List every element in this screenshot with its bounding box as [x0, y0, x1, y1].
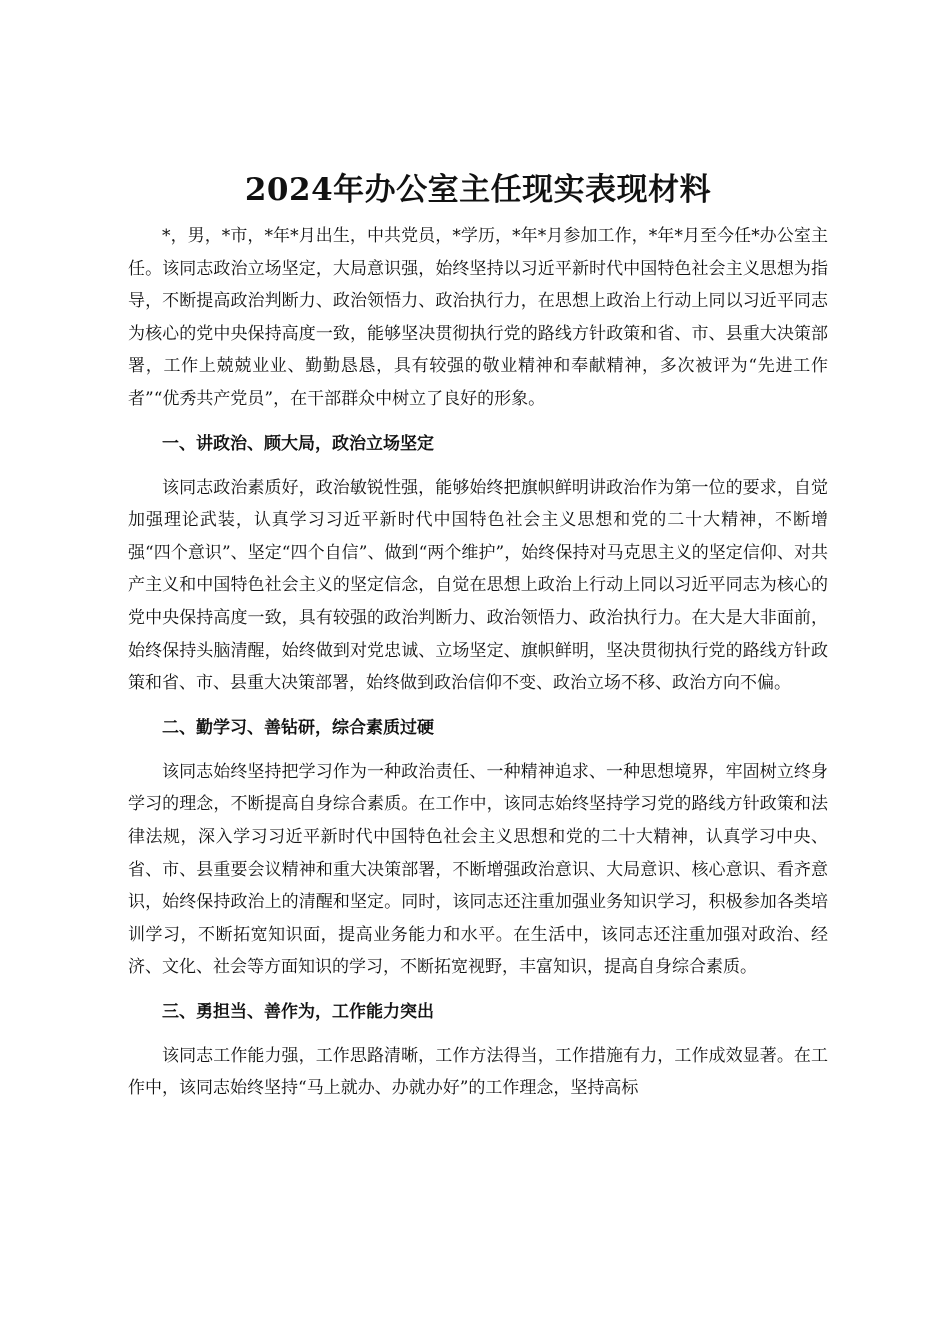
section-heading: 三、勇担当、善作为，工作能力突出: [162, 1001, 434, 1022]
section-1: [128, 428, 828, 700]
section-heading: 二、勤学习、善钻研，综合素质过硬: [162, 717, 434, 738]
section-3: [128, 996, 828, 1105]
document-title: 2024年办公室主任现实表现材料: [244, 172, 712, 208]
section-body: 该同志始终坚持把学习作为一种政治责任、一种精神追求、一种思想境界，牢固树立终身学习的理念，不断提高自身综合素质。在工作中，该同志始终坚持学习党的路线方针政策和法律法规，深入学习习近平新时代中国特色社会主义思想和党的二十大精神，认真学习中央、省、市、县重要会议精神和重大决策部署，不断增强政治意识、大局意识、核心意识、看齐意识，始终保持政治上的清醒和坚定。同时，该同志还注重加强业务知识学习，积极参加各类培训学习，不断拓宽知识面，提高业务能力和水平。在生活中，该同志还注重加强对政治、经济、文化、社会等方面知识的学习，不断拓宽视野，丰富知识，提高自身综合素质。: [128, 761, 828, 978]
document-page: [128, 168, 828, 1105]
intro-paragraph: *，男，*市，*年*月出生，中共党员，*学历，*年*月参加工作，*年*月至今任*办公室主任。该同志政治立场坚定，大局意识强，始终坚持以习近平新时代中国特色社会主义思想为指导，不断提高政治判断力、政治领悟力、政治执行力，在思想上政治上行动上同以习近平同志为核心的党中央保持高度一致，能够坚决贯彻执行党的路线方针政策和省、市、县重大决策部署，工作上兢兢业业、勤勤恳恳，具有较强的敬业精神和奉献精神，多次被评为“先进工作者”“优秀共产党员”，在干部群众中树立了良好的形象。: [128, 226, 828, 409]
section-2: [128, 712, 828, 984]
section-heading: 一、讲政治、顾大局，政治立场坚定: [162, 433, 434, 454]
section-body: 该同志工作能力强，工作思路清晰，工作方法得当，工作措施有力，工作成效显著。在工作中，该同志始终坚持“马上就办、办就办好”的工作理念，坚持高标: [128, 1045, 828, 1099]
section-body: 该同志政治素质好，政治敏锐性强，能够始终把旗帜鲜明讲政治作为第一位的要求，自觉加强理论武装，认真学习习近平新时代中国特色社会主义思想和党的二十大精神，不断增强“四个意识”、坚定“四个自信”、做到“两个维护”，始终保持对马克思主义的坚定信仰、对共产主义和中国特色社会主义的坚定信念，自觉在思想上政治上行动上同以习近平同志为核心的党中央保持高度一致，具有较强的政治判断力、政治领悟力、政治执行力。在大是大非面前，始终保持头脑清醒，始终做到对党忠诚、立场坚定、旗帜鲜明，坚决贯彻执行党的路线方针政策和省、市、县重大决策部署，始终做到政治信仰不变、政治立场不移、政治方向不偏。: [128, 477, 828, 694]
